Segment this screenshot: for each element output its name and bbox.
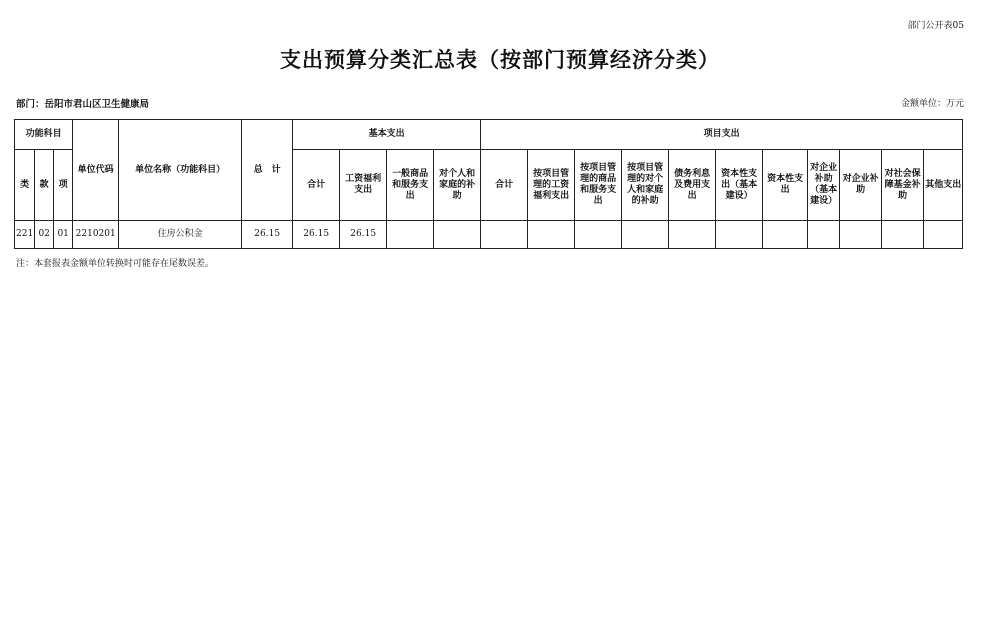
cell-wage: 26.15 — [340, 221, 387, 249]
header-kuan: 款 — [35, 150, 54, 221]
cell-empty — [528, 221, 575, 249]
header-row-1 — [15, 120, 963, 150]
amount-unit-label: 金额单位：万元 — [900, 99, 964, 109]
header-project: 项目支出 — [481, 120, 963, 150]
budget-table — [14, 119, 963, 249]
cell-empty — [669, 221, 716, 249]
header-project-col: 债务利息及费用支出 — [669, 150, 716, 221]
header-basic: 基本支出 — [293, 120, 481, 150]
department-label: 部门：岳阳市君山区卫生健康局 — [16, 99, 150, 110]
header-lei: 类 — [15, 150, 35, 221]
form-code: 部门公开表05 — [907, 21, 964, 31]
cell-unit-name: 住房公积金 — [119, 221, 242, 249]
header-basic-col: 工资福利支出 — [340, 150, 387, 221]
header-unit-code: 单位代码 — [73, 120, 119, 221]
cell-basic-total: 26.15 — [293, 221, 340, 249]
cell-empty — [924, 221, 963, 249]
header-project-col: 对社会保障基金补助 — [882, 150, 924, 221]
cell-empty — [716, 221, 763, 249]
cell-xiang: 01 — [54, 221, 73, 249]
cell-empty — [882, 221, 924, 249]
cell-empty — [387, 221, 434, 249]
header-project-col: 资本性支出 — [763, 150, 808, 221]
header-project-col: 其他支出 — [924, 150, 963, 221]
header-total: 总 计 — [242, 120, 293, 221]
page-title: 支出预算分类汇总表（按部门预算经济分类） — [280, 48, 720, 72]
cell-unit-code: 2210201 — [73, 221, 119, 249]
header-project-col: 对企业补助 — [840, 150, 882, 221]
cell-empty — [622, 221, 669, 249]
header-basic-col: 合计 — [293, 150, 340, 221]
header-project-col: 合计 — [481, 150, 528, 221]
cell-empty — [434, 221, 481, 249]
header-project-col: 对企业补助（基本建设） — [808, 150, 840, 221]
header-project-col: 按项目管理的工资福利支出 — [528, 150, 575, 221]
header-project-col: 按项目管理的对个人和家庭的补助 — [622, 150, 669, 221]
cell-empty — [481, 221, 528, 249]
header-project-col: 按项目管理的商品和服务支出 — [575, 150, 622, 221]
header-unit-name: 单位名称（功能科目） — [119, 120, 242, 221]
cell-empty — [808, 221, 840, 249]
header-basic-col: 一般商品和服务支出 — [387, 150, 434, 221]
cell-lei: 221 — [15, 221, 35, 249]
header-func-subject: 功能科目 — [15, 120, 73, 150]
cell-empty — [575, 221, 622, 249]
cell-empty — [763, 221, 808, 249]
cell-total: 26.15 — [242, 221, 293, 249]
cell-empty — [840, 221, 882, 249]
table-row — [15, 221, 963, 249]
header-project-col: 资本性支出（基本建设） — [716, 150, 763, 221]
footnote: 注：本套报表金额单位转换时可能存在尾数误差。 — [16, 259, 215, 269]
header-xiang: 项 — [54, 150, 73, 221]
cell-kuan: 02 — [35, 221, 54, 249]
header-basic-col: 对个人和家庭的补助 — [434, 150, 481, 221]
